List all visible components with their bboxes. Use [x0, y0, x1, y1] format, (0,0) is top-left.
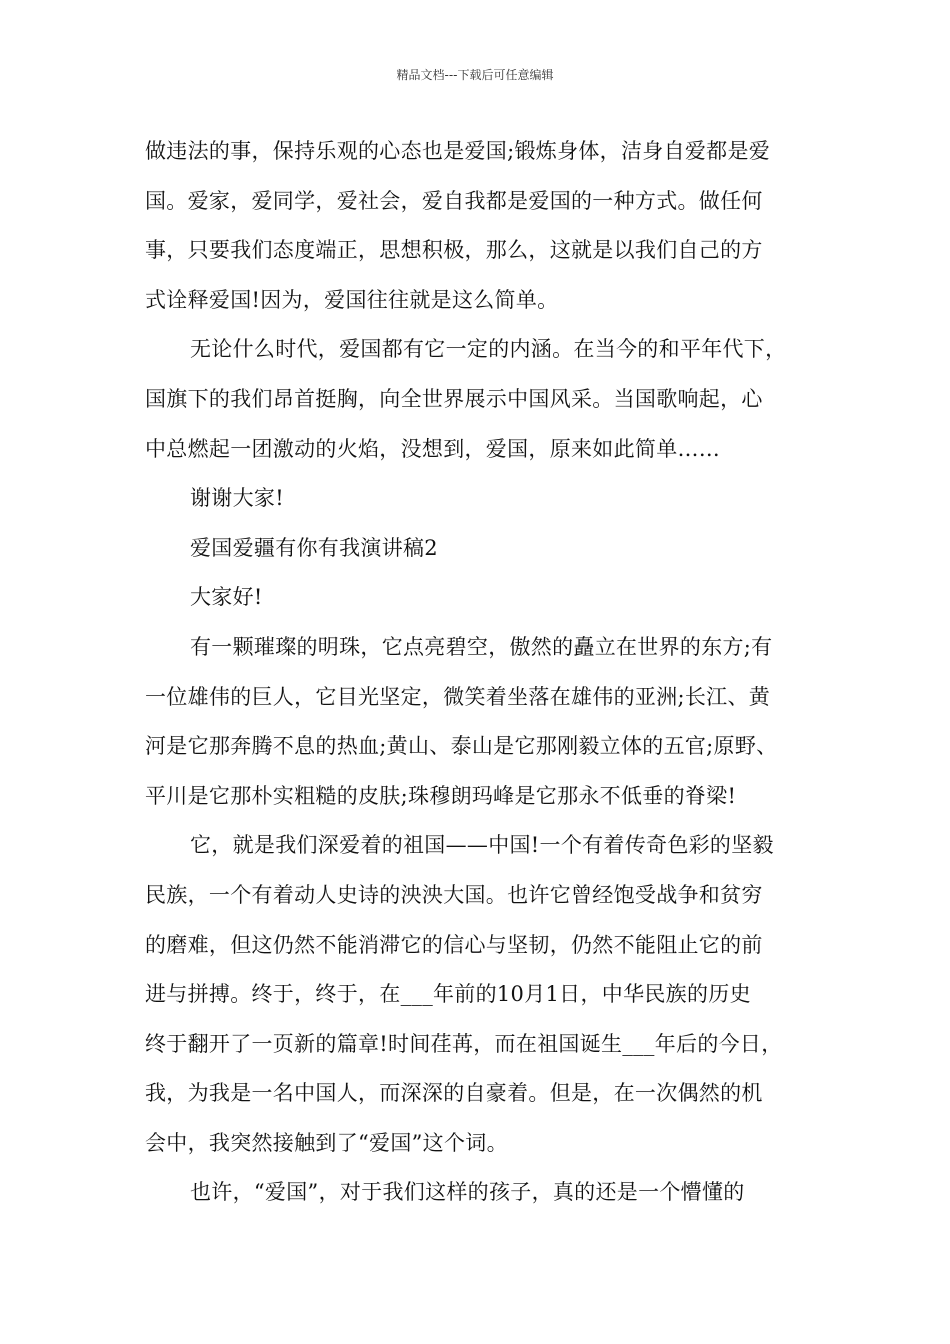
- text-line: 式诠释爱国!因为，爱国往往就是这么简单。: [145, 287, 559, 312]
- text-line: 无论什么时代，爱国都有它一定的内涵。在当今的和平年代下，: [190, 337, 787, 362]
- text-line: 大家好!: [190, 585, 263, 610]
- text-line: 谢谢大家!: [190, 486, 284, 511]
- text-line: 也许，“爱国”，对于我们这样的孩子，真的还是一个懵懂的: [190, 1180, 745, 1205]
- text-line: 它，就是我们深爱着的祖国——中国!一个有着传奇色彩的坚毅: [190, 833, 774, 858]
- text-line: 事，只要我们态度端正，思想积极，那么，这就是以我们自己的方: [145, 238, 763, 263]
- text-line: 国。爱家，爱同学，爱社会，爱自我都是爱国的一种方式。做任何: [145, 188, 763, 213]
- text-line: 会中，我突然接触到了“爱国”这个词。: [145, 1130, 508, 1155]
- text-line: 河是它那奔腾不息的热血;黄山、泰山是它那刚毅立体的五官;原野、: [145, 734, 778, 759]
- text-line: 我，为我是一名中国人，而深深的自豪着。但是，在一次偶然的机: [145, 1081, 763, 1106]
- text-line: 有一颗璀璨的明珠，它点亮碧空，傲然的矗立在世界的东方;有: [190, 634, 773, 659]
- page-header: 精品文档---下载后可任意编辑: [396, 68, 554, 82]
- text-line: 做违法的事，保持乐观的心态也是爱国;锻炼身体，洁身自爱都是爱: [145, 139, 771, 163]
- text-line: 平川是它那朴实粗糙的皮肤;珠穆朗玛峰是它那永不低垂的脊梁!: [145, 783, 737, 808]
- text-line: 国旗下的我们昂首挺胸，向全世界展示中国风采。当国歌响起，心: [145, 386, 763, 411]
- text-line: 中总燃起一团激动的火焰，没想到，爱国，原来如此简单……: [145, 436, 721, 461]
- text-line: 一位雄伟的巨人，它目光坚定，微笑着坐落在雄伟的亚洲;长江、黄: [145, 684, 771, 709]
- text-line: 的磨难，但这仍然不能消滞它的信心与坚韧，仍然不能阻止它的前: [145, 932, 763, 957]
- document-body: [145, 131, 825, 1222]
- section-title: 爱国爱疆有你有我演讲稿2: [190, 535, 438, 560]
- text-line: 进与拼搏。终于，终于，在___年前的10月1日，中华民族的历史: [145, 982, 751, 1007]
- text-line: 民族，一个有着动人史诗的泱泱大国。也许它曾经饱受战争和贫穷: [145, 882, 763, 907]
- text-line: 终于翻开了一页新的篇章!时间荏苒，而在祖国诞生___年后的今日，: [145, 1031, 783, 1056]
